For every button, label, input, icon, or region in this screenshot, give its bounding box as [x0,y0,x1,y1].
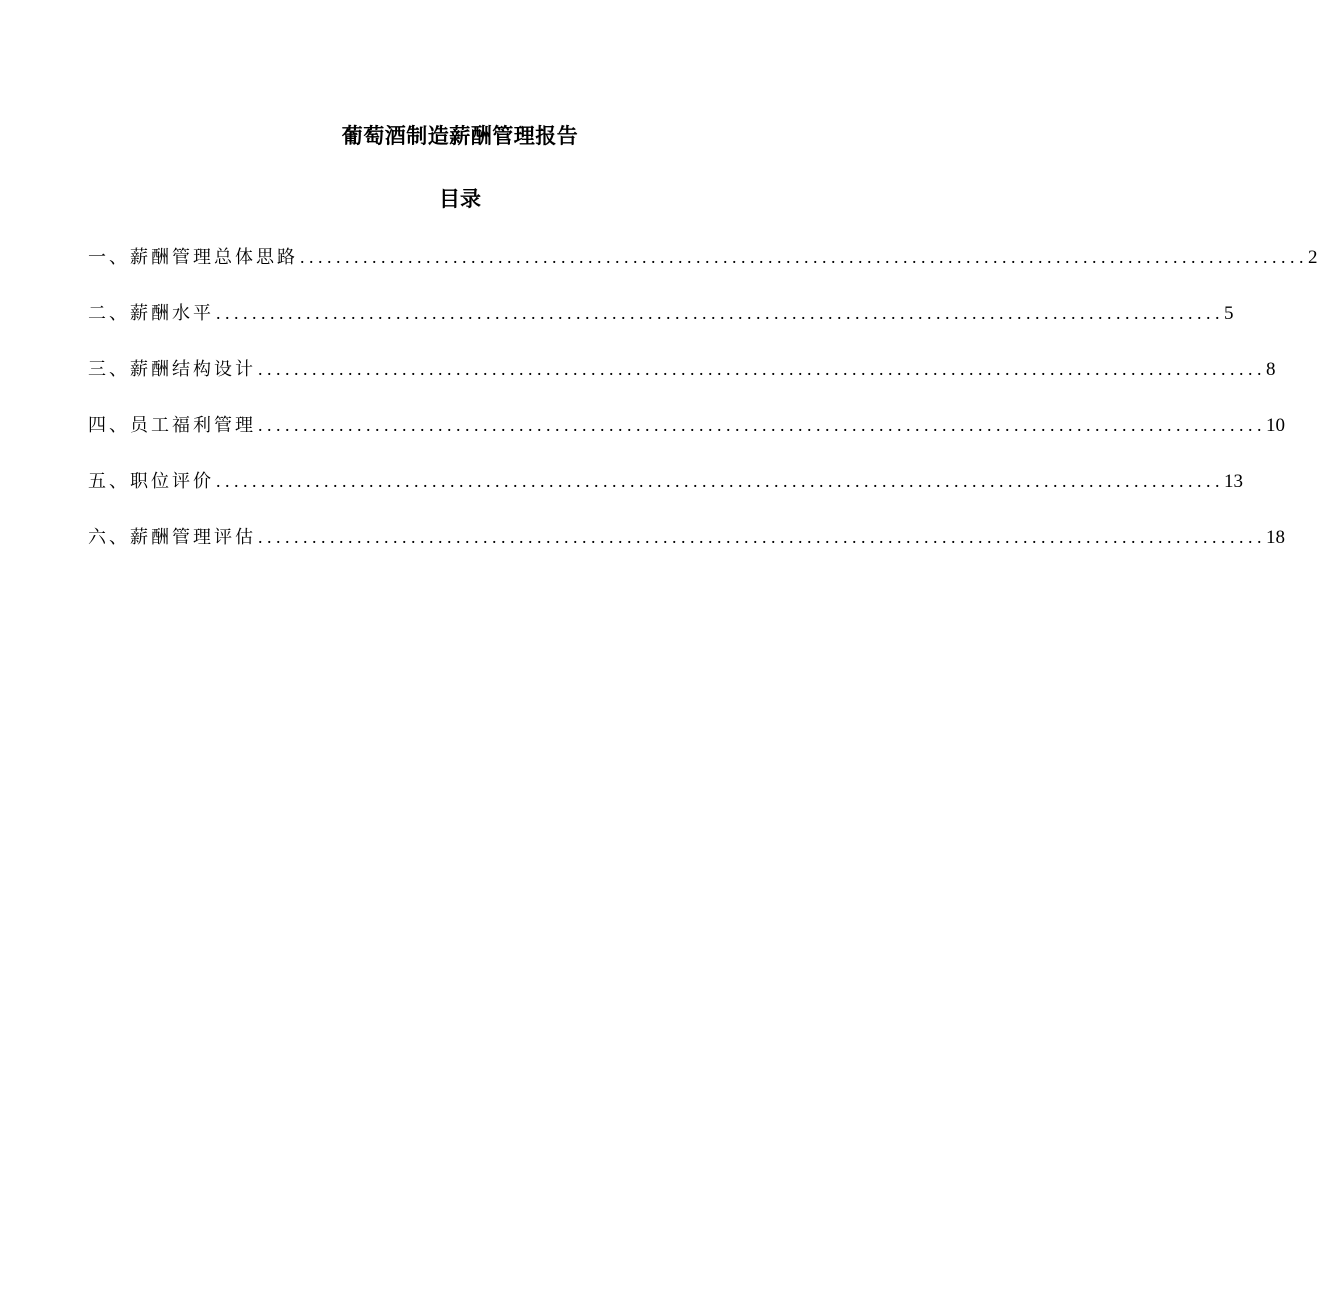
toc-entry-label: 一、薪酬管理总体思路 [88,247,298,268]
toc-leader-dots: ................................................................................................................ [216,303,1224,323]
toc-entry-label: 三、薪酬结构设计 [88,359,256,380]
toc-leader-dots: ................................................................................................................ [258,415,1266,435]
toc-entry-label: 五、职位评价 [88,471,214,492]
toc-entry-label: 六、薪酬管理评估 [88,527,256,548]
toc-entry-6[interactable] [88,522,1285,552]
toc-entry-page: 18 [1266,527,1285,548]
toc-entry-3[interactable] [88,354,1276,384]
toc-entry-page: 5 [1224,303,1234,324]
toc-leader-dots: ................................................................................................................ [300,247,1308,267]
toc-leader-dots: ................................................................................................................ [216,471,1224,491]
toc-entry-label: 四、员工福利管理 [88,415,256,436]
document-title: 葡萄酒制造薪酬管理报告 [341,124,579,148]
toc-leader-dots: ................................................................................................................ [258,527,1266,547]
toc-entry-label: 二、薪酬水平 [88,303,214,324]
toc-entry-5[interactable] [88,466,1243,496]
toc-entry-page: 13 [1224,471,1243,492]
toc-entry-2[interactable] [88,298,1234,328]
toc-leader-dots: ................................................................................................................ [258,359,1266,379]
toc-entry-4[interactable] [88,410,1285,440]
toc-entry-page: 10 [1266,415,1285,436]
toc-entry-page: 8 [1266,359,1276,380]
toc-entry-page: 2 [1308,247,1318,268]
toc-heading: 目录 [439,187,481,211]
toc-entry-1[interactable] [88,242,1318,272]
